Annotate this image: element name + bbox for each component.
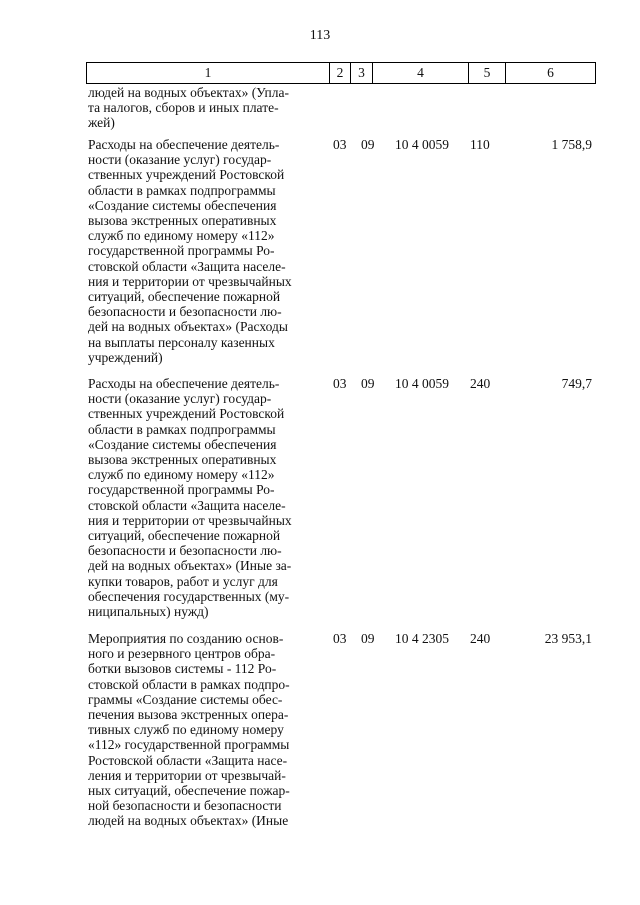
row-csr: 10 4 2305 [395, 631, 449, 646]
column-header-1: 1 [87, 63, 330, 83]
row-vr: 110 [470, 137, 490, 152]
row-rz: 03 [333, 631, 347, 646]
page-number: 113 [309, 28, 331, 43]
column-header-6: 6 [547, 65, 554, 80]
row-sum: 23 953,1 [544, 631, 592, 646]
row-sum: 749,7 [561, 376, 592, 391]
row-pr: 09 [361, 376, 375, 391]
row-rz: 03 [333, 137, 347, 152]
row-vr: 240 [470, 631, 491, 646]
row-description: Расходы на обеспечение деятель- ности (оказание услуг) государ- ственных учреждений Ростовской области в рамках подпрограммы «Создание системы обеспечения вызова экстренных оперативных служб по единому номеру «112» государственной программы Ро- стовской области «Защита населе- ния и территории от чрезвычайных ситуаций, обеспечение пожарной безопасности и безопасности лю- дей на водных объектах» (Расходы на выплаты персоналу казенных учреждений) [88, 137, 292, 365]
table-header [86, 62, 596, 84]
row-pr: 09 [361, 137, 375, 152]
row-csr: 10 4 0059 [395, 376, 449, 391]
column-header-4: 4 [373, 63, 469, 83]
row-vr: 240 [470, 376, 491, 391]
continuation-text: людей на водных объектах» (Упла- та налогов, сборов и иных плате- жей) [88, 85, 290, 131]
row-csr: 10 4 0059 [395, 137, 449, 152]
column-header-3: 3 [351, 63, 373, 83]
column-header-2: 2 [330, 63, 351, 83]
row-description: Расходы на обеспечение деятель- ности (оказание услуг) государ- ственных учреждений Ростовской области в рамках подпрограммы «Создание системы обеспечения вызова экстренных оперативных служб по единому номеру «112» государственной программы Ро- стовской области «Защита населе- ния и территории от чрезвычайных ситуаций, обеспечение пожарной безопасности и безопасности лю- дей на водных объектах» (Иные за- купки товаров, работ и услуг для обеспечения государственных (му- ниципальных) нужд) [88, 376, 292, 620]
row-sum: 1 758,9 [551, 137, 592, 152]
row-rz: 03 [333, 376, 347, 391]
row-description: Мероприятия по созданию основ- ного и резервного центров обра- ботки вызовов системы - 112 Ро- стовской области в рамках подпро- граммы «Создание системы обес- печения вызова экстренных опера- тивных служб по единому номеру «112» государственной программы Ростовской области «Защита насе- ления и территории от чрезвычай- ных ситуаций, обеспечение пожар- ной безопасности и безопасности людей на водных объектах» (Иные [88, 631, 290, 829]
row-pr: 09 [361, 631, 375, 646]
column-header-5: 5 [469, 63, 506, 83]
